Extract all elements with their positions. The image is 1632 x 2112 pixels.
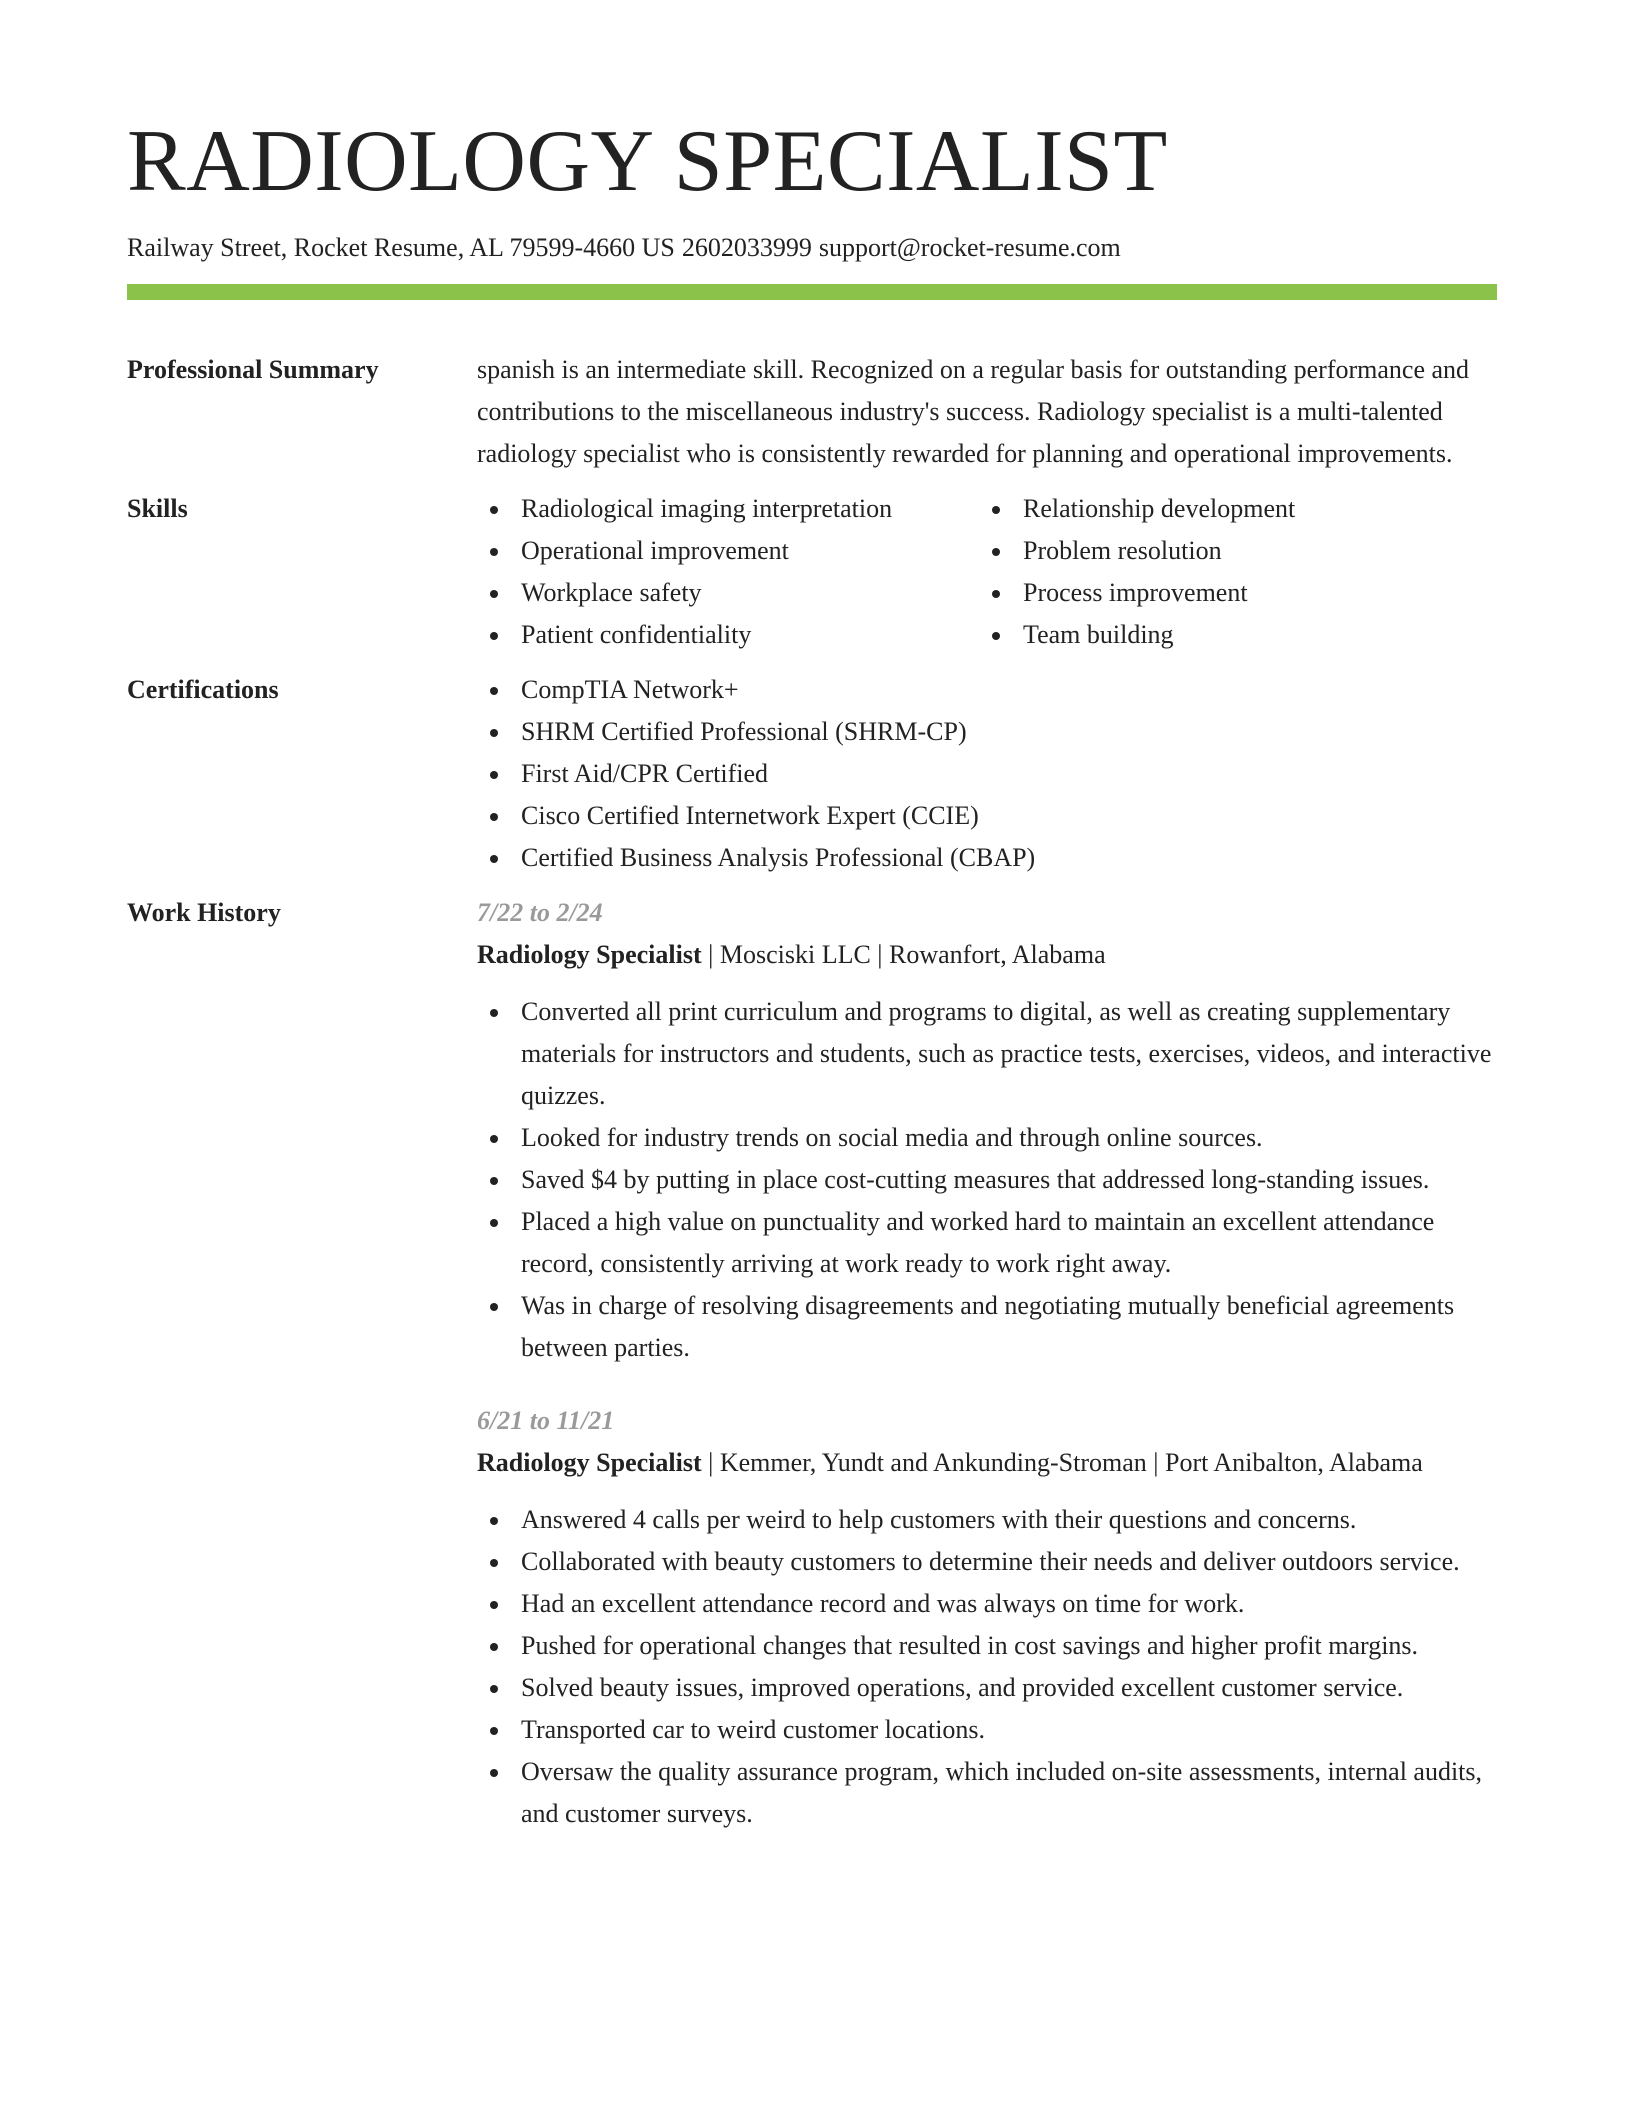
contact-line [127, 232, 1121, 264]
section-label-skills: Skills [127, 494, 188, 523]
accent-divider [127, 284, 1497, 300]
work-history-section [127, 892, 1497, 1835]
skills-column-left [477, 488, 979, 656]
job-duty-item: Transported car to weird customer locations. [477, 1709, 1497, 1751]
job-title: Radiology Specialist [477, 940, 702, 969]
certification-item: Cisco Certified Internetwork Expert (CCIE) [477, 795, 1497, 837]
resume-sections [127, 349, 1497, 1835]
skills-list-right [979, 488, 1481, 656]
skills-grid [477, 488, 1497, 656]
contact-email[interactable]: support@rocket-resume.com [818, 233, 1121, 262]
skill-item: Patient confidentiality [477, 614, 979, 656]
job-duty-item: Solved beauty issues, improved operations, and provided excellent customer service. [477, 1667, 1497, 1709]
job-entry [477, 892, 1497, 1369]
job-dates: 7/22 to 2/24 [477, 898, 603, 927]
job-duties-list [477, 991, 1497, 1369]
certification-item: SHRM Certified Professional (SHRM-CP) [477, 711, 1497, 753]
job-duty-item: Looked for industry trends on social media and through online sources. [477, 1117, 1497, 1159]
certifications-list [477, 669, 1497, 879]
job-duty-item: Converted all print curriculum and programs to digital, as well as creating supplementary materials for instructors and students, such as practice tests, exercises, videos, and interactive quizzes. [477, 991, 1497, 1117]
skill-item: Workplace safety [477, 572, 979, 614]
certifications-content [477, 669, 1497, 879]
candidate-name: RADIOLOGY SPECIALIST [127, 113, 1168, 210]
skill-item: Process improvement [979, 572, 1481, 614]
skills-column-right [979, 488, 1481, 656]
job-heading [477, 1442, 1497, 1484]
skill-item: Relationship development [979, 488, 1481, 530]
contact-address: Railway Street, Rocket Resume, AL 79599-4660 US [127, 233, 675, 262]
work-history-content [477, 892, 1497, 1835]
job-duty-item: Placed a high value on punctuality and worked hard to maintain an excellent attendance record, consistently arriving at work ready to work right away. [477, 1201, 1497, 1285]
job-entry [477, 1400, 1497, 1835]
section-label-certifications: Certifications [127, 675, 279, 704]
summary-text: spanish is an intermediate skill. Recognized on a regular basis for outstanding performance and contributions to the miscellaneous industry's success. Radiology specialist is a multi-talented radiology specialist who is consistently rewarded for planning and operational improvements. [477, 355, 1470, 468]
job-duty-item: Pushed for operational changes that resulted in cost savings and higher profit margins. [477, 1625, 1497, 1667]
job-dates: 6/21 to 11/21 [477, 1406, 615, 1435]
job-duty-item: Oversaw the quality assurance program, which included on-site assessments, internal audits, and customer surveys. [477, 1751, 1497, 1835]
skills-list-left [477, 488, 979, 656]
certification-item: CompTIA Network+ [477, 669, 1497, 711]
skills-content [477, 488, 1497, 656]
certifications-section [127, 669, 1497, 879]
skill-item: Radiological imaging interpretation [477, 488, 979, 530]
job-heading [477, 934, 1497, 976]
job-title: Radiology Specialist [477, 1448, 702, 1477]
skills-section [127, 488, 1497, 656]
job-duty-item: Had an excellent attendance record and was always on time for work. [477, 1583, 1497, 1625]
certification-item: Certified Business Analysis Professional (CBAP) [477, 837, 1497, 879]
skill-item: Team building [979, 614, 1481, 656]
skill-item: Operational improvement [477, 530, 979, 572]
section-label-work-history: Work History [127, 898, 281, 927]
certification-item: First Aid/CPR Certified [477, 753, 1497, 795]
skill-item: Problem resolution [979, 530, 1481, 572]
summary-content [477, 349, 1497, 475]
job-duty-item: Collaborated with beauty customers to determine their needs and deliver outdoors service. [477, 1541, 1497, 1583]
job-duty-item: Saved $4 by putting in place cost-cutting measures that addressed long-standing issues. [477, 1159, 1497, 1201]
contact-phone: 2602033999 [681, 233, 812, 262]
job-company-location: | Kemmer, Yundt and Ankunding-Stroman | Port Anibalton, Alabama [701, 1448, 1423, 1477]
job-company-location: | Mosciski LLC | Rowanfort, Alabama [701, 940, 1106, 969]
job-duties-list [477, 1499, 1497, 1835]
job-duty-item: Answered 4 calls per weird to help customers with their questions and concerns. [477, 1499, 1497, 1541]
section-label-summary: Professional Summary [127, 355, 379, 384]
job-duty-item: Was in charge of resolving disagreements and negotiating mutually beneficial agreements between parties. [477, 1285, 1497, 1369]
summary-section [127, 349, 1497, 475]
